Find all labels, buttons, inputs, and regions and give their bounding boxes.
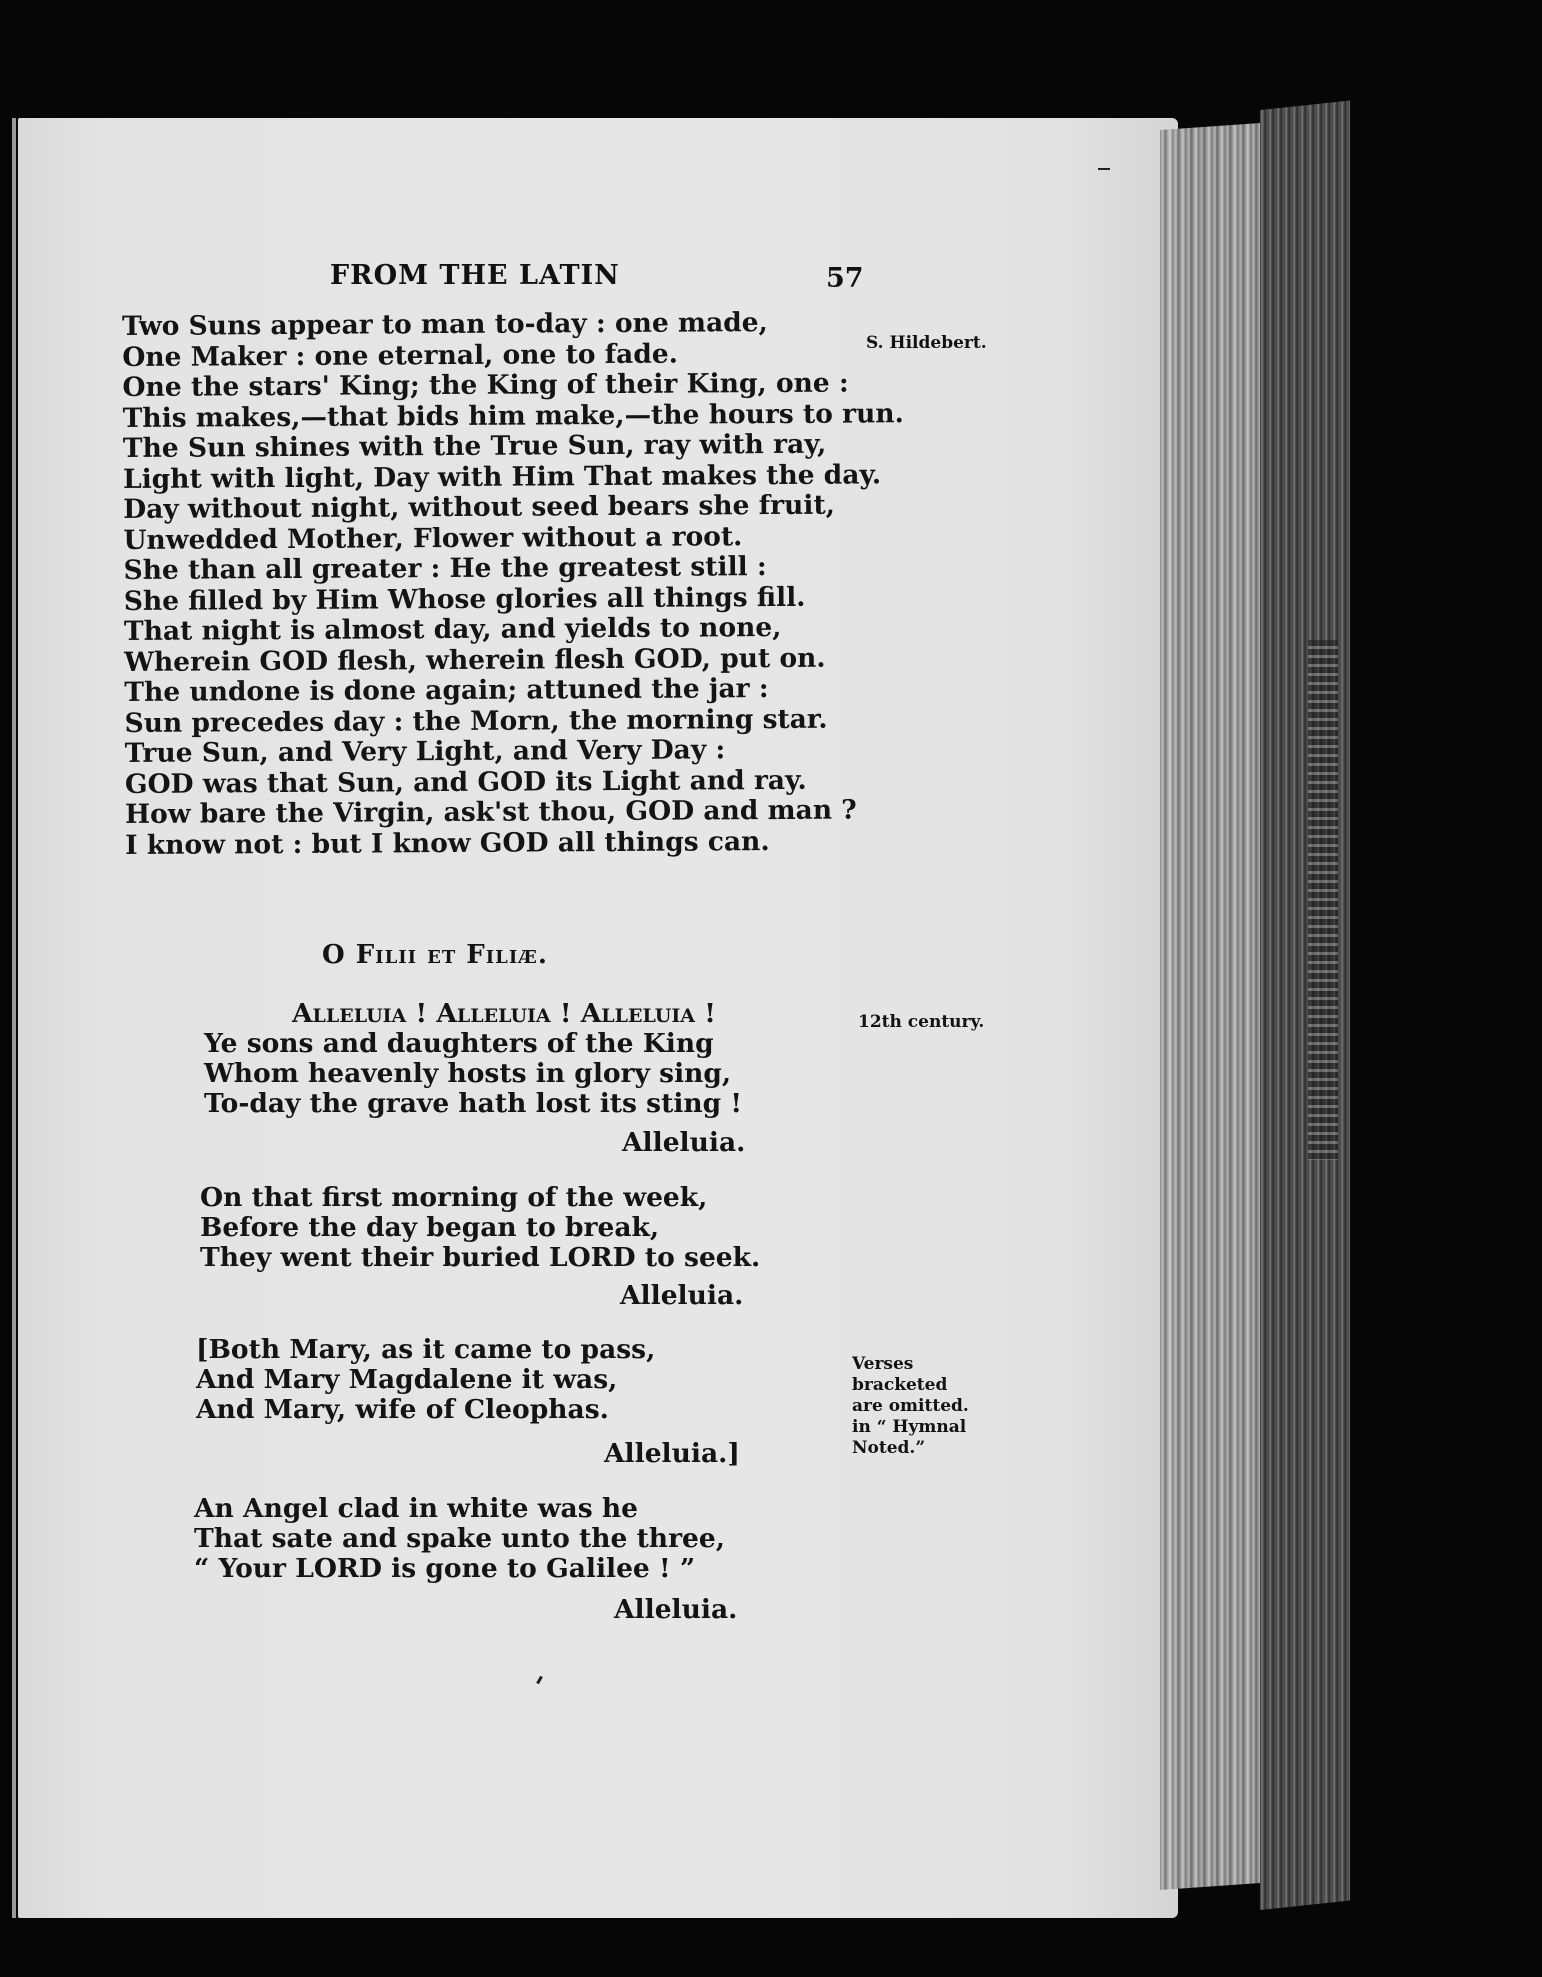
refrain: Alleluia. <box>614 1594 738 1625</box>
stanza-line: To-day the grave hath lost its sting ! <box>204 1088 743 1119</box>
margin-note <box>852 1354 969 1459</box>
author-attribution: S. Hildebert. <box>866 333 987 353</box>
margin-note-line: bracketed <box>852 1375 948 1395</box>
stanza-line: On that first morning of the week, <box>200 1182 708 1213</box>
margin-note-line: are omitted. <box>852 1396 969 1416</box>
stanza-1 <box>204 1029 742 1119</box>
stanza-line: [Both Mary, as it came to pass, <box>196 1334 656 1365</box>
stanza-line: Ye sons and daughters of the King <box>204 1028 714 1059</box>
date-note: 12th century. <box>858 1012 985 1032</box>
poem-line: I know not : but I know GOD all things can. <box>125 825 770 861</box>
poem-line: That night is almost day, and yields to none, <box>123 611 782 647</box>
stanza-line: “ Your LORD is gone to Galilee ! ” <box>194 1553 696 1584</box>
poem-line: Sun precedes day : the Morn, the morning star. <box>124 703 828 739</box>
page-number: 57 <box>826 263 864 294</box>
stanza-line: They went their buried LORD to seek. <box>200 1242 761 1273</box>
refrain: Alleluia. <box>622 1127 746 1158</box>
poem-line: Wherein GOD flesh, wherein flesh GOD, put on. <box>124 642 826 678</box>
poem-line: How bare the Virgin, ask'st thou, GOD and man ? <box>124 794 857 830</box>
stanza-2 <box>200 1183 760 1273</box>
poem-line: True Sun, and Very Light, and Very Day : <box>124 734 726 769</box>
poem-line: One Maker : one eternal, one to fade. <box>122 338 678 373</box>
stanza-4 <box>194 1494 725 1584</box>
gutter-edge <box>12 118 16 1918</box>
refrain: Alleluia. <box>620 1280 744 1311</box>
opening-alleluia: Alleluia ! Alleluia ! Alleluia ! <box>292 998 716 1029</box>
first-hymn-text <box>122 307 907 861</box>
poem-line: She filled by Him Whose glories all things fill. <box>123 581 806 617</box>
refrain-bracketed: Alleluia.] <box>604 1438 740 1469</box>
poem-line: She than all greater : He the greatest still : <box>123 551 767 586</box>
margin-note-line: Verses <box>852 1354 914 1374</box>
stanza-line: That sate and spake unto the three, <box>194 1523 725 1554</box>
margin-note-line: Noted.” <box>852 1438 926 1458</box>
poem-line: Two Suns appear to man to-day : one made, <box>121 307 768 342</box>
margin-note-line: in “ Hymnal <box>852 1417 967 1437</box>
poem-line: This makes,—that bids him make,—the hours to run. <box>122 397 904 434</box>
running-header: FROM THE LATIN <box>330 260 620 291</box>
stanza-3 <box>196 1335 655 1425</box>
fore-edge-marking <box>1308 640 1338 1160</box>
stanza-line: And Mary, wife of Cleophas. <box>196 1394 609 1425</box>
stanza-line: An Angel clad in white was he <box>194 1493 638 1524</box>
poem-line: The undone is done again; attuned the jar : <box>124 673 769 708</box>
ink-speck <box>1098 168 1110 170</box>
hymn-title: O Filii et Filiæ. <box>322 940 548 970</box>
stanza-line: And Mary Magdalene it was, <box>196 1364 618 1395</box>
poem-line: Light with light, Day with Him That makes the day. <box>122 458 882 495</box>
poem-line: Unwedded Mother, Flower without a root. <box>123 520 743 556</box>
poem-line: Day without night, without seed bears she fruit, <box>123 489 835 525</box>
poem-line: One the stars' King; the King of their King, one : <box>122 367 849 403</box>
stanza-line: Before the day began to break, <box>200 1212 660 1243</box>
poem-line: GOD was that Sun, and GOD its Light and ray. <box>124 764 807 800</box>
poem-line: The Sun shines with the True Sun, ray with ray, <box>122 428 827 464</box>
stanza-line: Whom heavenly hosts in glory sing, <box>204 1058 732 1089</box>
